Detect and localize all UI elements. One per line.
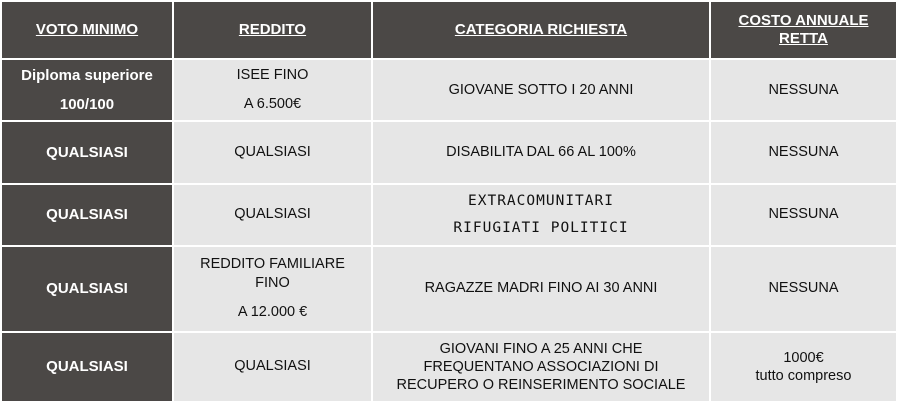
voto-cell: QUALSIASI	[2, 333, 172, 401]
reddito-cell: QUALSIASI	[174, 333, 371, 401]
reddito-line1: REDDITO FAMILIARE	[200, 256, 345, 273]
voto-cell: QUALSIASI	[2, 122, 172, 182]
costo-cell	[711, 333, 896, 401]
costo-cell: NESSUNA	[711, 60, 896, 120]
costo-cell: NESSUNA	[711, 247, 896, 331]
costo-line1: 1000€	[783, 349, 824, 366]
categoria-cell	[373, 185, 709, 245]
reddito-cell: QUALSIASI	[174, 122, 371, 182]
categoria-line3: RECUPERO O REINSERIMENTO SOCIALE	[396, 376, 686, 393]
voto-cell	[2, 60, 172, 120]
reddito-cell: QUALSIASI	[174, 185, 371, 245]
voto-line2: 100/100	[59, 96, 115, 114]
categoria-line1: GIOVANI FINO A 25 ANNI CHE	[439, 340, 643, 357]
header-costo-line2: RETTA	[779, 30, 828, 47]
voto-cell: QUALSIASI	[2, 247, 172, 331]
header-row	[2, 2, 896, 58]
categoria-line2: RIFUGIATI POLITICI	[453, 219, 629, 236]
categoria-line2: FREQUENTANO ASSOCIAZIONI DI	[423, 358, 659, 375]
table-row	[2, 185, 896, 245]
table-row	[2, 122, 896, 182]
voto-cell: QUALSIASI	[2, 185, 172, 245]
categoria-line1: EXTRACOMUNITARI	[468, 192, 614, 209]
reddito-line2: FINO	[255, 275, 290, 292]
categoria-cell	[373, 333, 709, 401]
header-reddito: REDDITO	[174, 2, 371, 58]
header-costo-line1: COSTO ANNUALE	[738, 12, 869, 29]
categoria-cell: RAGAZZE MADRI FINO AI 30 ANNI	[373, 247, 709, 331]
table-row	[2, 60, 896, 120]
reddito-line1: ISEE FINO	[236, 67, 309, 84]
categoria-cell: DISABILITA DAL 66 AL 100%	[373, 122, 709, 182]
categoria-cell: GIOVANE SOTTO I 20 ANNI	[373, 60, 709, 120]
costo-cell: NESSUNA	[711, 122, 896, 182]
costo-cell: NESSUNA	[711, 185, 896, 245]
reddito-line2: A 6.500€	[243, 96, 302, 113]
header-categoria-richiesta: CATEGORIA RICHIESTA	[373, 2, 709, 58]
reddito-line3: A 12.000 €	[237, 304, 308, 321]
costo-line2: tutto compreso	[755, 367, 852, 384]
header-costo-annuale	[711, 2, 896, 58]
reddito-cell	[174, 60, 371, 120]
table-row	[2, 333, 896, 401]
table-row	[2, 247, 896, 331]
header-voto-minimo: VOTO MINIMO	[2, 2, 172, 58]
reddito-cell	[174, 247, 371, 331]
voto-line1: Diploma superiore	[21, 67, 153, 85]
